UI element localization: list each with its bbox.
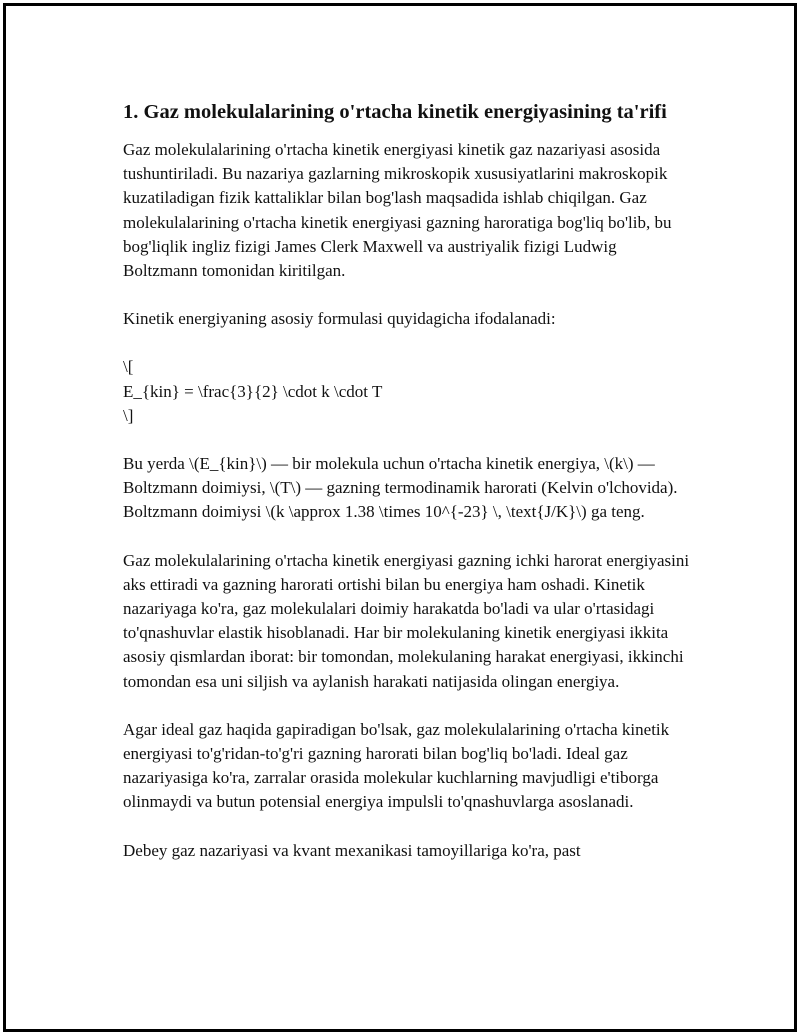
paragraph-debye: Debey gaz nazariyasi va kvant mexanikasi tamoyillariga ko'ra, past <box>123 840 581 860</box>
page-frame <box>3 3 797 1032</box>
section-heading: 1. Gaz molekulalarining o'rtacha kinetik energiyasining ta'rifi <box>123 101 667 123</box>
paragraph-internal-energy: Gaz molekulalarining o'rtacha kinetik energiyasi gazning ichki harorat energiyasini aks ettiradi va gazning harorati ortishi bilan bu energiya ham oshadi. Kinetik nazariyaga ko'ra, gaz molekulalari doimiy harakatda bo'ladi va ular o'rtasidagi to'qnashuvlar elastik hisoblanadi. Har bir molekulaning kinetik energiyasi ikkita asosiy qismlardan iborat: bir tomondan, molekulaning harakat energiyasi, ikkinchi tomondan esa uni siljish va aylanish harakati natijasida olingan energiya. <box>123 550 690 691</box>
document-body <box>123 98 693 887</box>
paragraph-ideal-gas: Agar ideal gaz haqida gapiradigan bo'lsak, gaz molekulalarining o'rtacha kinetik energiyasi to'g'ridan-to'g'ri gazning harorati bilan bog'liq bo'ladi. Ideal gaz nazariyasiga ko'ra, zarralar orasida molekular kuchlarning mavjudligi e'tiborga olinmaydi va butun potensial energiya impulsli to'qnashuvlarga asoslanadi. <box>123 719 670 812</box>
formula-block: \[ E_{kin} = \frac{3}{2} \cdot k \cdot T \] <box>123 357 383 425</box>
paragraph-formula-intro: Kinetik energiyaning asosiy formulasi quyidagicha ifodalanadi: <box>123 309 556 329</box>
paragraph-formula-explanation: Bu yerda \(E_{kin}\) — bir molekula uchun o'rtacha kinetik energiya, \(k\) — Boltzmann doimiysi, \(T\) — gazning termodinamik harorati (Kelvin o'lchovida). Boltzmann doimiysi \(k \approx 1.38 \times 10^{-23} \, \text{J/K}\) ga teng. <box>123 454 678 522</box>
paragraph-intro: Gaz molekulalarining o'rtacha kinetik energiyasi kinetik gaz nazariyasi asosida tushuntiriladi. Bu nazariya gazlarning mikroskopik xususiyatlarini makroskopik kuzatiladigan fizik kattaliklar bilan bog'lash maqsadida ishlab chiqilgan. Gaz molekulalarining o'rtacha kinetik energiyasi gazning haroratiga bog'liq bo'lib, bu bog'liqlik ingliz fizigi James Clerk Maxwell va austriyalik fizigi Ludwig Boltzmann tomonidan kiritilgan. <box>123 140 672 281</box>
